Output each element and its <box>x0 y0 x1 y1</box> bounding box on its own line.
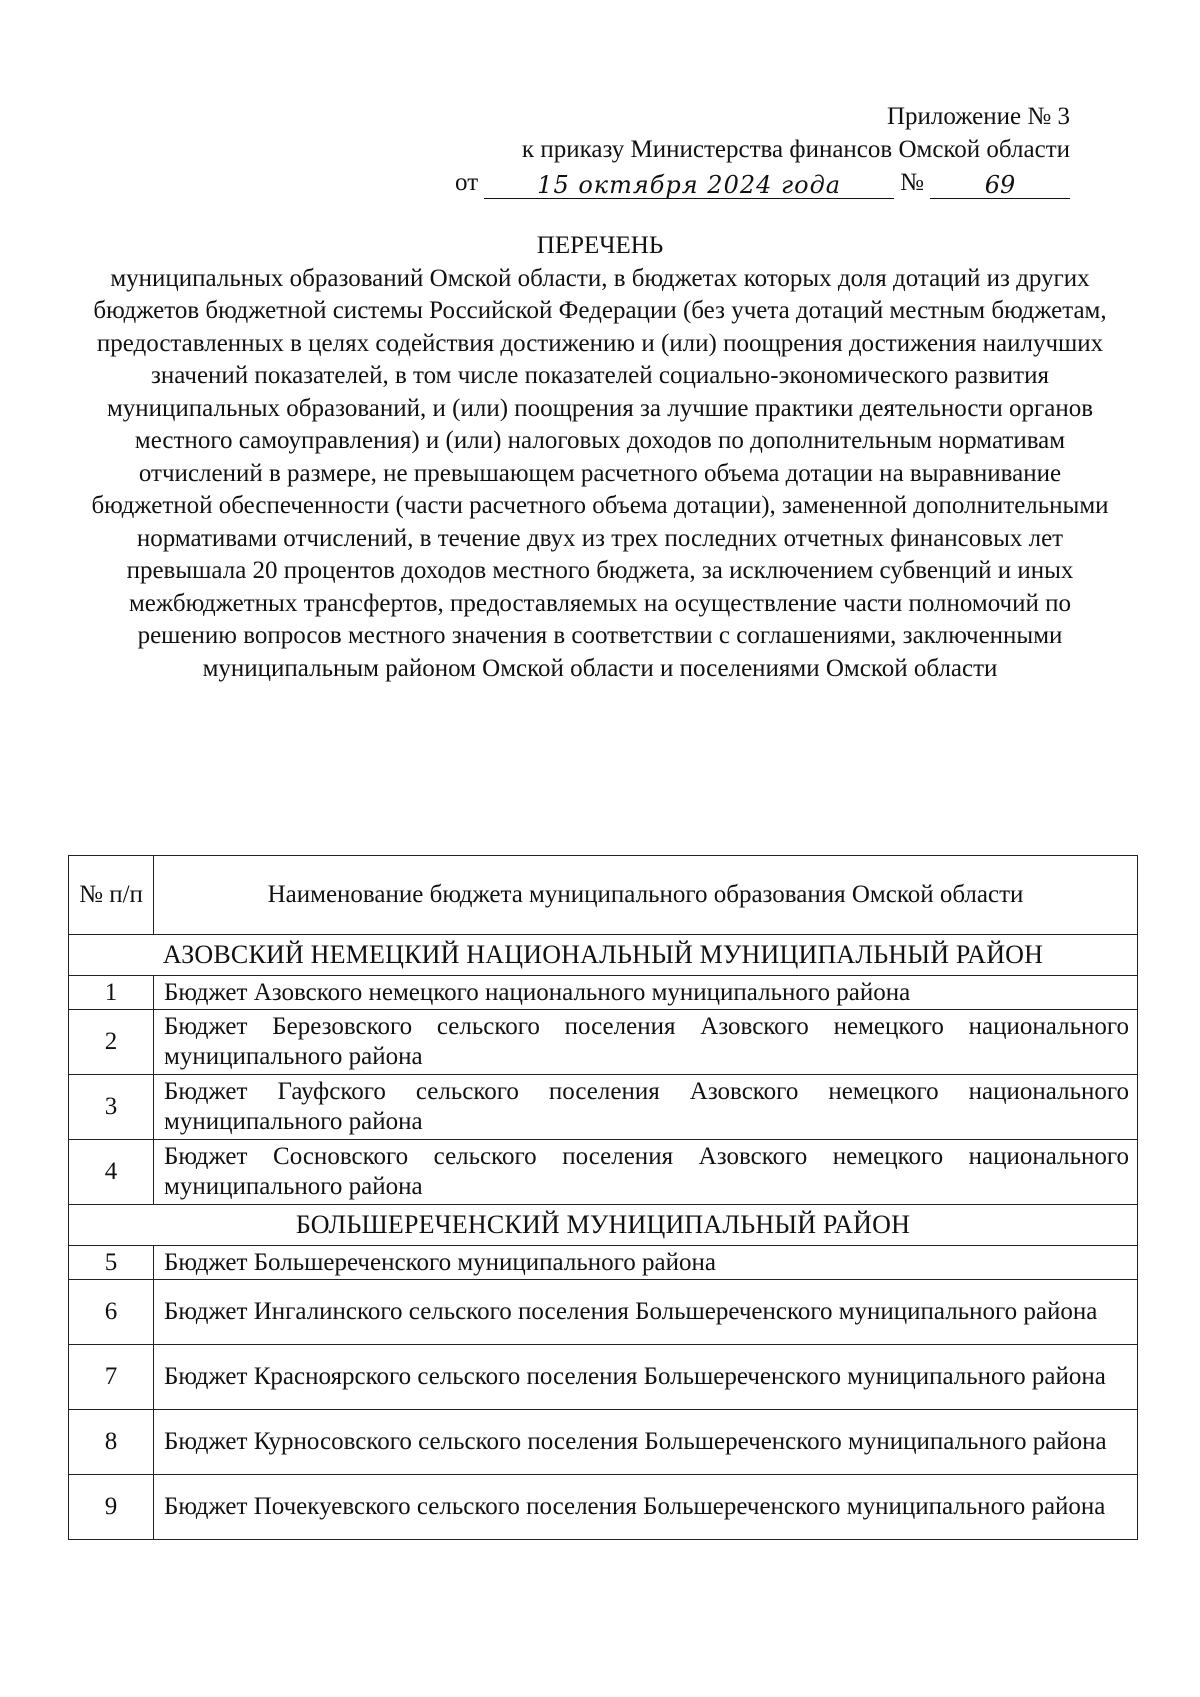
document-title-block <box>90 230 1110 685</box>
row-number: 7 <box>69 1345 154 1410</box>
document-title-text: муниципальных образований Омской области, в бюджетах которых доля дотаций из других бюджетов бюджетной системы Российской Федерации (без учета дотаций местным бюджетам, предоставленных в целях содействия достижению и (или) поощрения достижения наилучших значений показателей, в том числе показателей социально-экономического развития муниципальных образований, и (или) поощрения за лучшие практики деятельности органов местного самоуправления) и (или) налоговых доходов по дополнительным нормативам отчислений в размере, не превышающем расчетного объема дотации на выравнивание бюджетной обеспеченности (части расчетного объема дотации), замененной дополнительными нормативами отчислений, в течение двух из трех последних отчетных финансовых лет превышала 20 процентов доходов местного бюджета, за исключением субвенций и иных межбюджетных трансфертов, предоставляемых на осуществление части полномочий по решению вопросов местного значения в соответствии с соглашениями, заключенными муниципальным районом Омской области и поселениями Омской области <box>91 264 1109 682</box>
district-bolsherechye: БОЛЬШЕРЕЧЕНСКИЙ МУНИЦИПАЛЬНЫЙ РАЙОН <box>69 1205 1138 1246</box>
row-number: 4 <box>69 1140 154 1205</box>
document-heading: ПЕРЕЧЕНЬ <box>536 232 664 259</box>
row-name: Бюджет Курносовского сельского поселения Большереченского муниципального района <box>154 1410 1138 1475</box>
table-row <box>69 1280 1138 1345</box>
row-name: Бюджет Почекуевского сельского поселения Большереченского муниципального района <box>154 1475 1138 1540</box>
row-number: 5 <box>69 1246 154 1280</box>
table-header-row <box>69 856 1138 935</box>
table-row <box>69 1475 1138 1540</box>
table-row <box>69 1010 1138 1075</box>
row-number: 3 <box>69 1075 154 1140</box>
row-name: Бюджет Гауфского сельского поселения Азовского немецкого национального муниципального района <box>154 1075 1138 1140</box>
appendix-block <box>455 100 1070 199</box>
table-row <box>69 1140 1138 1205</box>
appendix-date-number-line <box>455 166 1070 199</box>
row-name: Бюджет Березовского сельского поселения Азовского немецкого национального муниципального района <box>154 1010 1138 1075</box>
budget-list-table <box>68 855 1138 1540</box>
row-number: 1 <box>69 976 154 1010</box>
row-name: Бюджет Ингалинского сельского поселения Большереченского муниципального района <box>154 1280 1138 1345</box>
district-row <box>69 935 1138 976</box>
table-row <box>69 1345 1138 1410</box>
row-name: Бюджет Азовского немецкого национального муниципального района <box>154 976 1138 1010</box>
handwritten-number: 69 <box>930 172 1070 199</box>
from-label: от <box>455 169 479 196</box>
appendix-title: Приложение № 3 <box>886 103 1070 130</box>
appendix-order-reference: к приказу Министерства финансов Омской области <box>521 136 1070 163</box>
row-name: Бюджет Большереченского муниципального района <box>154 1246 1138 1280</box>
district-row <box>69 1205 1138 1246</box>
row-number: 2 <box>69 1010 154 1075</box>
table-row <box>69 1246 1138 1280</box>
row-number: 9 <box>69 1475 154 1540</box>
table-row <box>69 1075 1138 1140</box>
row-number: 8 <box>69 1410 154 1475</box>
table-row <box>69 1410 1138 1475</box>
number-label: № <box>900 169 924 196</box>
header-number: № п/п <box>69 856 154 935</box>
header-name: Наименование бюджета муниципального образования Омской области <box>154 856 1138 935</box>
row-name: Бюджет Красноярского сельского поселения Большереченского муниципального района <box>154 1345 1138 1410</box>
row-name: Бюджет Сосновского сельского поселения Азовского немецкого национального муниципального района <box>154 1140 1138 1205</box>
table-row <box>69 976 1138 1010</box>
handwritten-date: 15 октября 2024 года <box>484 172 894 199</box>
row-number: 6 <box>69 1280 154 1345</box>
district-azov: АЗОВСКИЙ НЕМЕЦКИЙ НАЦИОНАЛЬНЫЙ МУНИЦИПАЛЬНЫЙ РАЙОН <box>69 935 1138 976</box>
